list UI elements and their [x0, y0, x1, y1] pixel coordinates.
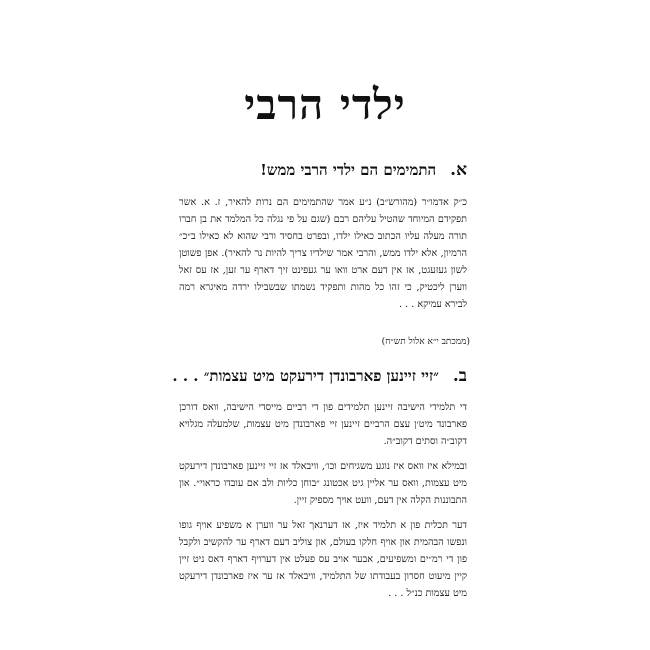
section-b-paragraph-3: [179, 517, 467, 602]
section-b-heading: [120, 366, 467, 386]
section-a-source: (ממכתב י״א אלול תש״ח): [381, 337, 470, 347]
section-a-heading-text: התמימים הם ילדי הרבי ממש!: [260, 161, 437, 179]
section-a-heading: [120, 160, 467, 180]
page-title: ילדי הרבי: [244, 80, 406, 129]
section-a-paragraph: [179, 194, 467, 313]
section-b-heading-text: ״זיי זיינען פארבונדן דירעקט מיט עצמות״ . . .: [172, 367, 439, 385]
section-b-paragraph-1: [179, 399, 467, 450]
section-a-paragraph-text: כ״ק אדמו״ר (מהורש״ב) נ״ע אמר שהתמימים הם נרות להאיר, ז. א. אשר תפקידם המיוחד שהטיל עליהם רבם (שגם על פי נגלה כל המלמד את בן חברו תורה מעלה עליו הכתוב כאילו ילדו, ובפרט בחסיד ורבי שהוא לא כאילו ב״כ״ הרמיון, אלא ילדו ממש, והרבי אמר שילדיו צריך להיות נר להאיר). אפן פשוטן לשון געזעגט, אז אין דעם ארט וואו ער געפינט זיך דארף ער זען, אז עס זאל ווערן ליכטיק, כי זהו כל מהות ותפקיד נשמתו שבשבילו ירדה מאיגרא רמה לבירא עמיקא . . .: [179, 197, 467, 310]
section-b-number: ב.: [452, 366, 467, 386]
section-b-paragraph-1-text: די תלמידי הישיבה זיינען תלמידים פון די רביים מייסדי הישיבה, וואס דורכן פארבונד מיט׳ן עצם הרביים זיינען זיי פארבונדן מיט עצמות, שלמעלה מגלויא דקוב״ה וסתים דקוב״ה.: [179, 402, 467, 447]
section-b-paragraph-2-text: ובמילא איז וואס איז נוגע משגיחים וכו׳, וויבאלד אז זיי זיינען פארבונדן דירעקט מיט עצמות, וואס ער אליין גיט אכטונג ״בוחן כליות ולב אם עובדו כראוי״. און התבוננות הקלה אין דעם, וועט אויך מספיק זיין.: [179, 461, 467, 506]
section-b-paragraph-3-text: דער תכלית פון א תלמיד איז, אז דערנאך זאל ער ווערן א משפיע אויף גופו ונפשו הבהמית און אויף חלקו בעולם, און צוליב דעם דארף ער להקשיב ולקבל פון די רמ״ים ומשפיעים, אבער אויב עס פעלט אין דערויף דארף דאס ניט זיין קיין מיעוט חסרון בעבודתו של התלמיד, וויבאלד אז ער איז פארבונדן דירעקט מיט עצמות כנ״ל . . .: [179, 520, 467, 599]
section-a-number: א.: [450, 160, 467, 180]
section-b-paragraph-2: [179, 458, 467, 509]
